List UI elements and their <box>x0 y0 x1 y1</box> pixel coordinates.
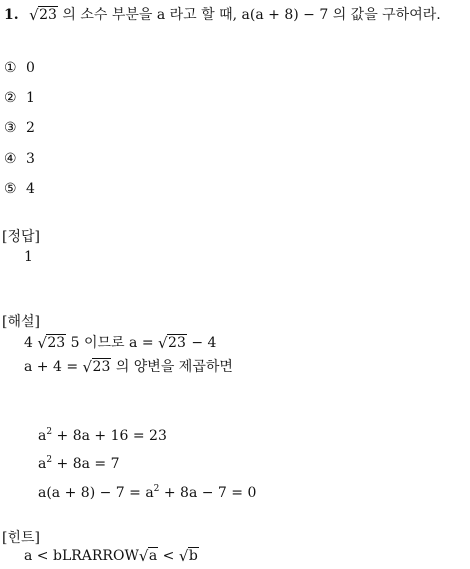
sqrt-expression: √ 23 <box>158 335 187 351</box>
option-value: 4 <box>26 181 35 197</box>
question-text: 의 소수 부분을 a 라고 할 때, a(a + 8) − 7 의 값을 구하여라. <box>62 7 441 23</box>
equation-3: $a(a + 8) - 7 = a^2 + 8a - 7 = 0$ <box>38 484 257 501</box>
option-value: 1 <box>26 90 35 106</box>
option-1[interactable] <box>4 60 35 76</box>
explanation-line-1: 4 √ 23 5 이므로 a = √ 23 − 4 <box>24 332 216 352</box>
hint-label: [힌트] <box>2 530 40 546</box>
option-marker: ④ <box>4 151 17 167</box>
option-4[interactable] <box>4 151 35 167</box>
option-value: 3 <box>26 151 35 167</box>
sqrt-expression: √ b <box>179 548 199 564</box>
question <box>4 4 441 24</box>
option-3[interactable] <box>4 120 35 136</box>
option-marker: ⑤ <box>4 181 17 197</box>
option-marker: ② <box>4 90 17 106</box>
question-number: 1. <box>4 7 19 23</box>
option-5[interactable] <box>4 181 35 197</box>
answer-label: [정답] <box>2 229 40 245</box>
sqrt-expression: √ 23 <box>83 359 112 375</box>
sqrt-expression: √ a <box>139 548 158 564</box>
explanation-line-2: a + 4 = √ 23 의 양변을 제곱하면 <box>24 356 233 376</box>
answer-value: 1 <box>24 249 33 265</box>
option-2[interactable] <box>4 90 35 106</box>
equation-2: $a^2 + 8a = 7$ <box>38 455 120 472</box>
equation-1: $a^2 + 8a + 16 = 23$ <box>38 427 167 444</box>
hint-line: a < bLRARROW√ a < √ b <box>24 548 199 564</box>
explanation-label: [해설] <box>2 314 40 330</box>
option-value: 0 <box>26 60 35 76</box>
sqrt-expression: √ 23 <box>29 7 58 23</box>
sqrt-expression: √ 23 <box>37 335 66 351</box>
option-value: 2 <box>26 120 35 136</box>
option-marker: ① <box>4 60 17 76</box>
option-marker: ③ <box>4 120 17 136</box>
